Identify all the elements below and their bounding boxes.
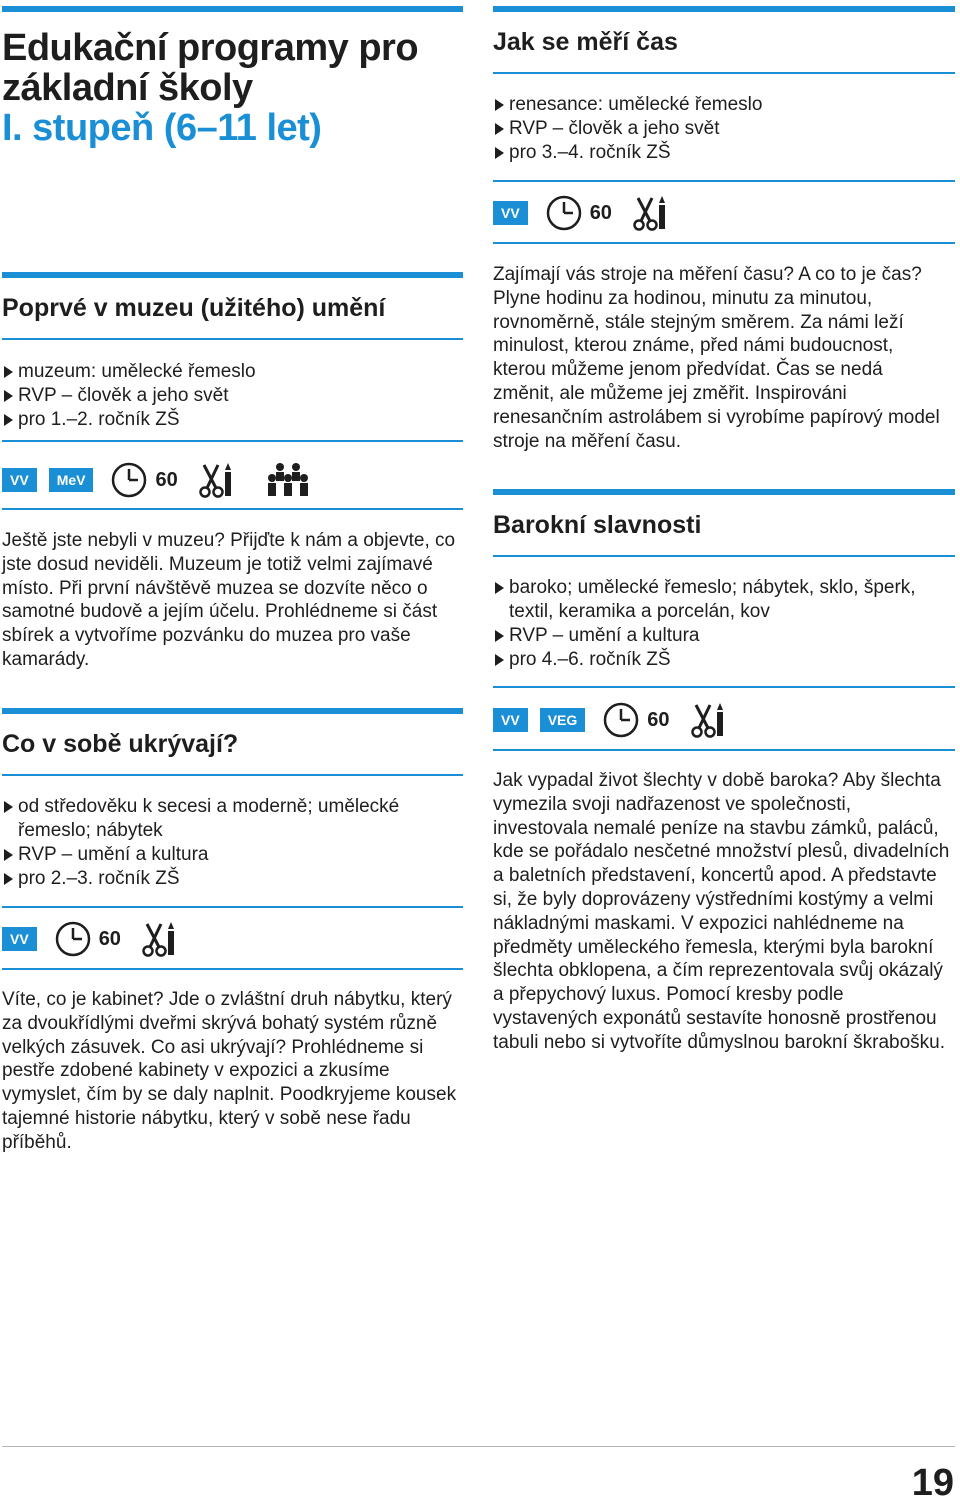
program-icon-row — [2, 919, 181, 959]
section-rule — [2, 708, 463, 714]
program-info-list — [493, 93, 953, 165]
section-divider — [2, 338, 463, 340]
triangle-bullet-icon — [4, 366, 13, 378]
triangle-bullet-icon — [4, 849, 13, 861]
subject-tag: VV — [493, 201, 528, 225]
triangle-bullet-icon — [4, 390, 13, 402]
list-item: RVP – umění a kultura — [493, 624, 948, 648]
page-title-line-1: Edukační programy pro — [2, 27, 419, 69]
list-item: pro 3.–4. ročník ZŠ — [493, 141, 953, 165]
duration-minutes: 60 — [155, 468, 178, 491]
program-info-list — [2, 360, 462, 432]
section-rule — [493, 489, 955, 495]
section-title: Poprvé v muzeu (užitého) umění — [2, 294, 386, 322]
triangle-bullet-icon — [4, 414, 13, 426]
scissors-pencil-icon — [141, 920, 181, 958]
list-item: RVP – člověk a jeho svět — [493, 117, 953, 141]
list-item: pro 1.–2. ročník ZŠ — [2, 408, 462, 432]
section-divider — [493, 242, 955, 244]
section-divider — [493, 555, 955, 557]
page-title — [2, 28, 462, 148]
scissors-pencil-icon — [690, 701, 730, 739]
section-divider — [493, 749, 955, 751]
program-icon-row — [493, 700, 730, 740]
section-divider — [493, 686, 955, 688]
top-rule-left — [2, 6, 463, 12]
section-title: Barokní slavnosti — [493, 511, 702, 539]
subject-tag: VV — [493, 708, 528, 732]
duration-minutes: 60 — [647, 708, 670, 731]
triangle-bullet-icon — [4, 873, 13, 885]
list-item: RVP – člověk a jeho svět — [2, 384, 462, 408]
program-icon-row — [2, 460, 310, 500]
page-number: 19 — [911, 1462, 954, 1504]
triangle-bullet-icon — [495, 123, 504, 135]
clock-icon — [603, 702, 639, 738]
page-title-line-2: základní školy — [2, 67, 253, 109]
duration-minutes: 60 — [589, 201, 612, 224]
list-item: renesance: umělecké řemeslo — [493, 93, 953, 117]
section-title: Co v sobě ukrývají? — [2, 730, 239, 758]
subject-tag: MeV — [49, 468, 94, 492]
section-divider — [2, 968, 463, 970]
program-description: Zajímají vás stroje na měření času? A co to je čas? Plyne hodinu za hodinou, minutu za minutou, rovnoměrně, stále stejným směrem. Za námi leží minulost, kterou známe, před námi budoucnost, kterou můžeme jenom předvídat. Čas se nedá změnit, ale můžeme jej změřit. Inspirováni renesančním astrolábem si vyrobíme papírový model stroje na měření času. — [493, 264, 940, 452]
subject-tag: VV — [2, 927, 37, 951]
triangle-bullet-icon — [495, 630, 504, 642]
section-divider — [2, 774, 463, 776]
footer-rule — [2, 1446, 955, 1447]
program-description: Víte, co je kabinet? Jde o zvláštní druh nábytku, který za dvoukřídlými dveřmi skrývá bohatý systém různě velkých zásuvek. Co asi ukrývají? Prohlédneme si pestře zdobené kabinety v expozici a zkusíme vymyslet, čím by se daly naplnit. Poodkryjeme kousek tajemné historie nábytku, který v sobě nese řadu příběhů. — [2, 989, 457, 1153]
clock-icon — [111, 462, 147, 498]
triangle-bullet-icon — [495, 147, 504, 159]
section-divider — [493, 72, 955, 74]
program-description: Ještě jste nebyli v muzeu? Přijďte k nám a objevte, co jste dosud neviděli. Muzeum je totiž velmi zajímavé místo. Při první návštěvě muzea se dozvíte něco o samotné budově a jejím účelu. Prohlédneme si část sbírek a vytvoříme pozvánku do muzea pro vaše kamarády. — [2, 530, 456, 670]
section-divider — [2, 440, 463, 442]
triangle-bullet-icon — [495, 654, 504, 666]
triangle-bullet-icon — [495, 582, 504, 594]
section-divider — [2, 906, 463, 908]
scissors-pencil-icon — [632, 194, 672, 232]
clock-icon — [55, 921, 91, 957]
section-rule — [493, 6, 955, 12]
list-item: RVP – umění a kultura — [2, 843, 442, 867]
section-rule — [2, 272, 463, 278]
program-info-list — [493, 576, 948, 672]
scissors-pencil-icon — [198, 461, 238, 499]
program-icon-row — [493, 193, 672, 233]
subject-tag: VV — [2, 468, 37, 492]
list-item: pro 4.–6. ročník ZŠ — [493, 648, 948, 672]
section-divider — [493, 180, 955, 182]
list-item: od středověku k secesi a moderně; umělecké řemeslo; nábytek — [2, 795, 442, 843]
duration-minutes: 60 — [98, 927, 121, 950]
list-item: pro 2.–3. ročník ZŠ — [2, 867, 442, 891]
group-people-icon — [266, 462, 310, 498]
section-divider — [2, 508, 463, 510]
list-item: baroko; umělecké řemeslo; nábytek, sklo, šperk, textil, keramika a porcelán, kov — [493, 576, 948, 624]
page-title-line-3: I. stupeň (6–11 let) — [2, 107, 322, 149]
program-info-list — [2, 795, 442, 891]
triangle-bullet-icon — [495, 99, 504, 111]
program-description: Jak vypadal život šlechty v době baroka? Aby šlechta vymezila svoji nadřazenost ve společnosti, investovala nemalé peníze na stavbu zámků, paláců, kde se pořádalo nesčetné množství plesů, divadelních a baletních představení, koncertů apod. A představte si, že byly doprovázeny výstředními kostýmy a velmi nákladnými maskami. V expozici nahlédneme na předměty uměleckého řemesla, kterými byla barokní šlechta obklopena, a čím reprezentovala svůj okázalý a přepychový luxus. Pomocí kresby podle vystavených exponátů sestavíte honosně prostřenou tabuli nebo si vytvoříte důmyslnou barokní škrabošku. — [493, 770, 950, 1053]
clock-icon — [546, 195, 582, 231]
section-title: Jak se měří čas — [493, 28, 678, 56]
list-item: muzeum: umělecké řemeslo — [2, 360, 462, 384]
subject-tag: VEG — [540, 708, 586, 732]
triangle-bullet-icon — [4, 801, 13, 813]
